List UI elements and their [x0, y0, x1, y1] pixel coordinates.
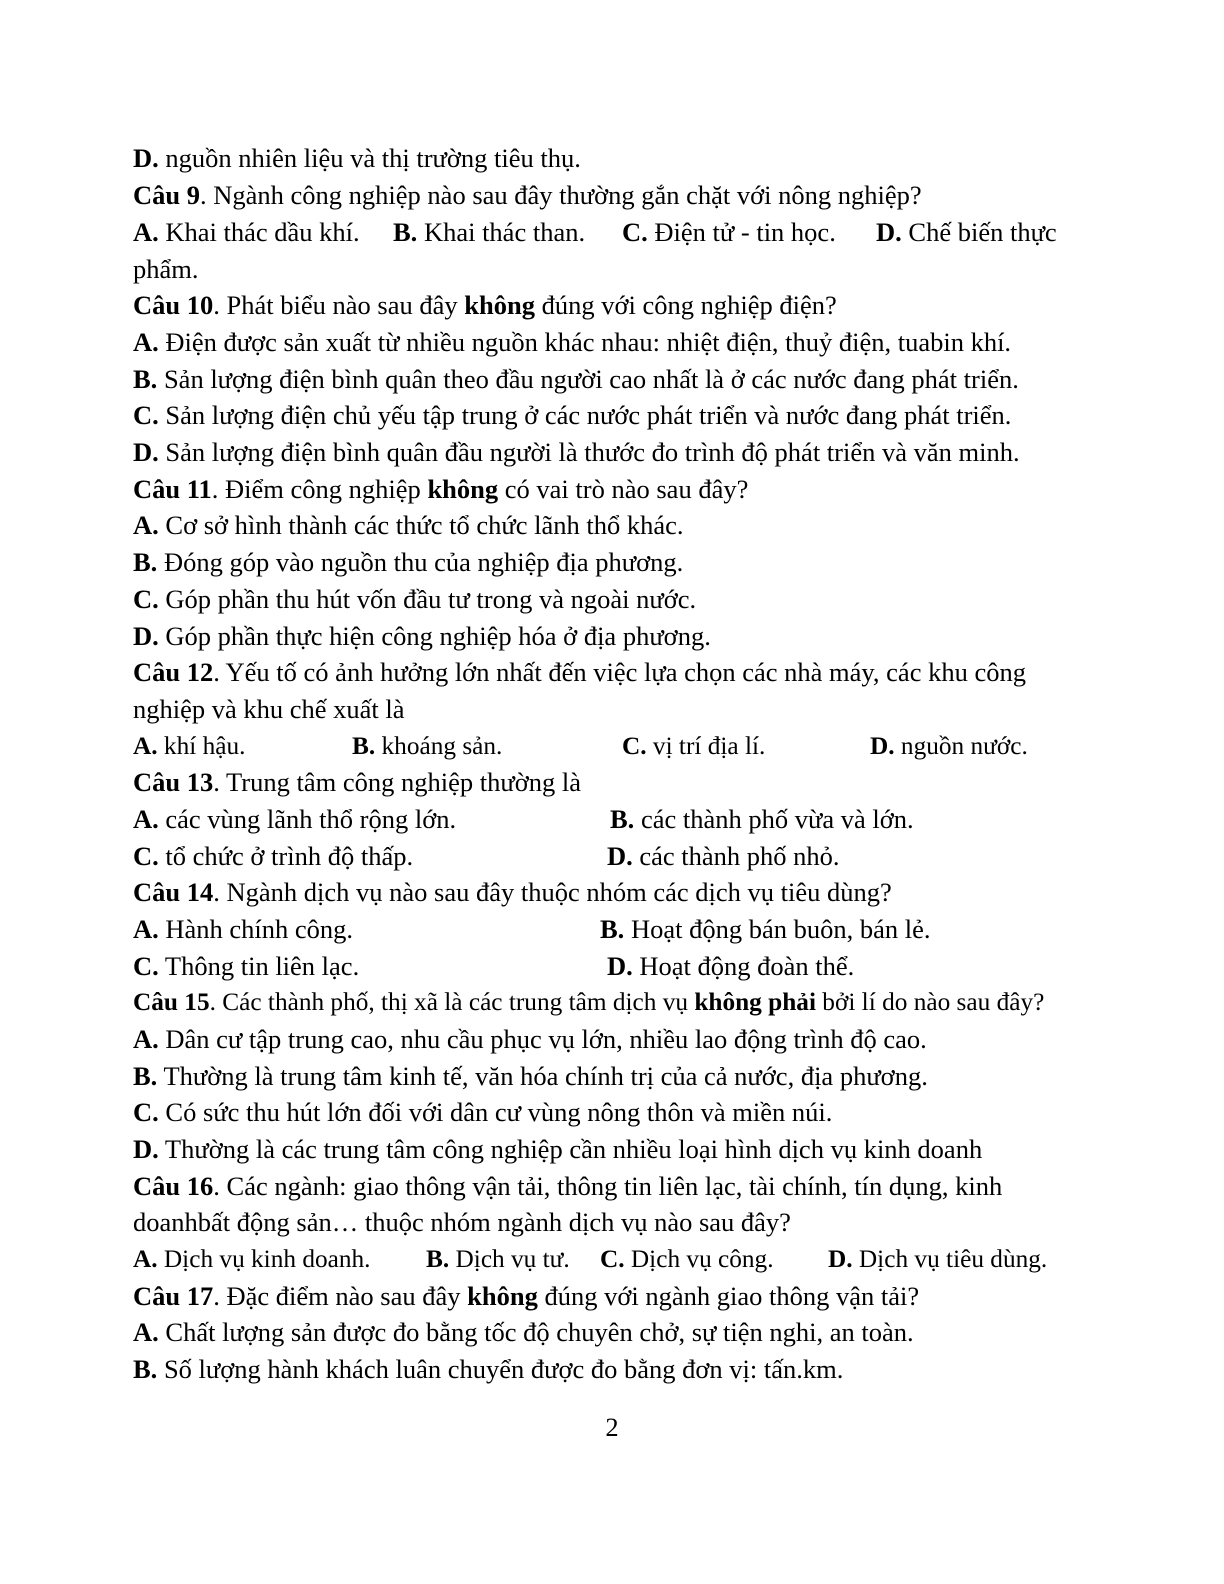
option-d [607, 949, 854, 983]
bold-label: C. [133, 584, 159, 614]
bold-label: D. [607, 951, 633, 981]
text-fragment: các thành phố nhỏ. [632, 841, 840, 871]
option-c [133, 398, 1011, 432]
question-15 [133, 985, 1044, 1019]
text-fragment: Góp phần thu hút vốn đầu tư trong và ngoài nước. [158, 584, 697, 614]
text-fragment: Sản lượng điện chủ yếu tập trung ở các nước phát triển và nước đang phát triển. [158, 400, 1012, 430]
bold-label: D. [607, 841, 633, 871]
text-fragment: Cơ sở hình thành các thức tổ chức lãnh thổ khác. [158, 510, 684, 540]
text-fragment: . Phát biểu nào sau đây [213, 290, 465, 320]
question-14 [133, 875, 892, 909]
text-fragment: Chế biến thực [901, 217, 1057, 247]
bold-label: B. [133, 1061, 158, 1091]
option-a [133, 215, 360, 249]
option-d-continued: phẩm. [133, 254, 199, 284]
bold-label: D. [870, 732, 895, 760]
bold-label: Câu 14 [133, 877, 214, 907]
option-a [133, 325, 1011, 359]
option-b [426, 1242, 570, 1276]
option-a [133, 1315, 914, 1349]
bold-label: A. [133, 804, 159, 834]
option-c [600, 1242, 774, 1276]
bold-label: D. [828, 1245, 853, 1273]
option-b [133, 1059, 928, 1093]
text-fragment: . Các thành phố, thị xã là các trung tâm dịch vụ [209, 988, 695, 1016]
text-fragment: nguồn nước. [894, 732, 1028, 760]
option-a [133, 1022, 927, 1056]
bold-label: Câu 13 [133, 767, 214, 797]
text-fragment: các thành phố vừa và lớn. [634, 804, 914, 834]
text-fragment: Thường là trung tâm kinh tế, văn hóa chính trị của cả nước, địa phương. [157, 1061, 928, 1091]
text-fragment: . Điểm công nghiệp [211, 474, 428, 504]
text-fragment: Khai thác dầu khí. [158, 217, 360, 247]
bold-label: B. [426, 1245, 450, 1273]
text-fragment: Khai thác than. [417, 217, 586, 247]
text-fragment: Sản lượng điện bình quân theo đầu người cao nhất là ở các nước đang phát triển. [157, 364, 1019, 394]
bold-label: A. [133, 732, 158, 760]
text-fragment: tổ chức ở trình độ thấp. [158, 841, 414, 871]
text-fragment: có vai trò nào sau đây? [498, 474, 749, 504]
bold-label: B. [393, 217, 418, 247]
question-12 [133, 655, 1026, 689]
option-a [133, 1242, 370, 1276]
option-c [622, 729, 765, 763]
bold-label: B. [133, 1354, 158, 1384]
option-b [133, 1352, 843, 1386]
text-fragment: Hành chính công. [158, 914, 354, 944]
option-d [870, 729, 1028, 763]
option-c [133, 839, 413, 873]
text-fragment: Dịch vụ tư. [449, 1245, 570, 1273]
text-fragment: Dịch vụ công. [624, 1245, 774, 1273]
text-fragment: . Đặc điểm nào sau đây [213, 1281, 468, 1311]
option-b [600, 912, 930, 946]
text-fragment: Có sức thu hút lớn đối với dân cư vùng nông thôn và miền núi. [158, 1097, 833, 1127]
bold-label: A. [133, 1024, 159, 1054]
bold-label: B. [610, 804, 635, 834]
option-c [133, 1095, 832, 1129]
bold-label: A. [133, 327, 159, 357]
bold-label: Câu 15 [133, 988, 210, 1016]
bold-label: Câu 17 [133, 1281, 214, 1311]
text-fragment: Thông tin liên lạc. [158, 951, 360, 981]
bold-label: Câu 9 [133, 180, 201, 210]
text-fragment: . Yếu tố có ảnh hưởng lớn nhất đến việc lựa chọn các nhà máy, các khu công [213, 657, 1026, 687]
text-fragment: Điện tử - tin học. [647, 217, 836, 247]
bold-label: không [467, 1281, 538, 1311]
bold-label: Câu 16 [133, 1171, 214, 1201]
answer-line [133, 141, 581, 175]
text-fragment: Sản lượng điện bình quân đầu người là thước đo trình độ phát triển và văn minh. [158, 437, 1020, 467]
bold-label: D. [133, 437, 159, 467]
bold-label: C. [622, 217, 648, 247]
bold-label: B. [600, 914, 625, 944]
option-d [876, 215, 1057, 249]
option-a [133, 802, 456, 836]
text-fragment: đúng với công nghiệp điện? [534, 290, 837, 320]
text-fragment: . Các ngành: giao thông vận tải, thông tin liên lạc, tài chính, tín dụng, kinh [213, 1171, 1003, 1201]
bold-label: D. [876, 217, 902, 247]
bold-label: A. [133, 1317, 159, 1347]
option-b [133, 545, 683, 579]
text-fragment: Chất lượng sản được đo bằng tốc độ chuyên chở, sự tiện nghi, an toàn. [158, 1317, 914, 1347]
option-d [607, 839, 840, 873]
bold-label: Câu 11 [133, 474, 212, 504]
option-c [622, 215, 836, 249]
bold-label: D. [133, 621, 159, 651]
option-d [133, 619, 711, 653]
question-16-continued: doanhbất động sản… thuộc nhóm ngành dịch vụ nào sau đây? [133, 1207, 791, 1237]
text-fragment: Dịch vụ kinh doanh. [157, 1245, 371, 1273]
option-a [133, 912, 353, 946]
text-fragment: Số lượng hành khách luân chuyển được đo bằng đơn vị: tấn.km. [157, 1354, 844, 1384]
text-fragment: . Ngành dịch vụ nào sau đây thuộc nhóm các dịch vụ tiêu dùng? [213, 877, 892, 907]
bold-label: A. [133, 217, 159, 247]
bold-label: B. [133, 547, 158, 577]
option-b [352, 729, 502, 763]
bold-label: Câu 10 [133, 290, 214, 320]
bold-label: A. [133, 1245, 158, 1273]
question-13 [133, 765, 581, 799]
question-9 [133, 178, 922, 212]
question-16 [133, 1169, 1002, 1203]
bold-label: D. [133, 1134, 159, 1164]
text-fragment: khí hậu. [157, 732, 246, 760]
question-11 [133, 472, 748, 506]
option-d [133, 435, 1020, 469]
text-fragment: Hoạt động bán buôn, bán lẻ. [624, 914, 931, 944]
text-fragment: nguồn nhiên liệu và thị trường tiêu thụ. [158, 143, 581, 173]
text-fragment: . Ngành công nghiệp nào sau đây thường gắn chặt với nông nghiệp? [200, 180, 922, 210]
bold-label: C. [133, 951, 159, 981]
option-a [133, 729, 245, 763]
bold-label: B. [133, 364, 158, 394]
option-b [133, 362, 1019, 396]
option-c [133, 949, 359, 983]
bold-label: A. [133, 914, 159, 944]
text-fragment: Đóng góp vào nguồn thu của nghiệp địa phương. [157, 547, 684, 577]
bold-label: B. [352, 732, 376, 760]
bold-label: C. [600, 1245, 625, 1273]
bold-label: không [427, 474, 499, 504]
option-a [133, 508, 684, 542]
question-12-continued: nghiệp và khu chế xuất là [133, 694, 405, 724]
text-fragment: Góp phần thực hiện công nghiệp hóa ở địa phương. [158, 621, 711, 651]
text-fragment: các vùng lãnh thổ rộng lớn. [158, 804, 457, 834]
bold-label: D. [133, 143, 159, 173]
option-c [133, 582, 696, 616]
text-fragment: Hoạt động đoàn thể. [632, 951, 855, 981]
text-fragment: vị trí địa lí. [646, 732, 766, 760]
text-fragment: bởi lí do nào sau đây? [815, 988, 1045, 1016]
option-d [133, 1132, 982, 1166]
question-17 [133, 1279, 919, 1313]
text-fragment: đúng với ngành giao thông vận tải? [537, 1281, 920, 1311]
bold-label: C. [622, 732, 647, 760]
bold-label: Câu 12 [133, 657, 214, 687]
text-fragment: . Trung tâm công nghiệp thường là [213, 767, 581, 797]
text-fragment: Dân cư tập trung cao, nhu cầu phục vụ lớn, nhiều lao động trình độ cao. [158, 1024, 927, 1054]
question-10 [133, 288, 837, 322]
text-fragment: Điện được sản xuất từ nhiều nguồn khác nhau: nhiệt điện, thuỷ điện, tuabin khí. [158, 327, 1012, 357]
bold-label: không [464, 290, 535, 320]
text-fragment: khoáng sản. [375, 732, 503, 760]
bold-label: A. [133, 510, 159, 540]
bold-label: không phải [694, 988, 816, 1016]
bold-label: C. [133, 400, 159, 430]
text-fragment: Dịch vụ tiêu dùng. [852, 1245, 1048, 1273]
option-b [393, 215, 585, 249]
option-d [828, 1242, 1047, 1276]
page-number: 2 [605, 1412, 619, 1442]
option-b [610, 802, 914, 836]
text-fragment: Thường là các trung tâm công nghiệp cần nhiều loại hình dịch vụ kinh doanh [158, 1134, 983, 1164]
bold-label: C. [133, 841, 159, 871]
bold-label: C. [133, 1097, 159, 1127]
